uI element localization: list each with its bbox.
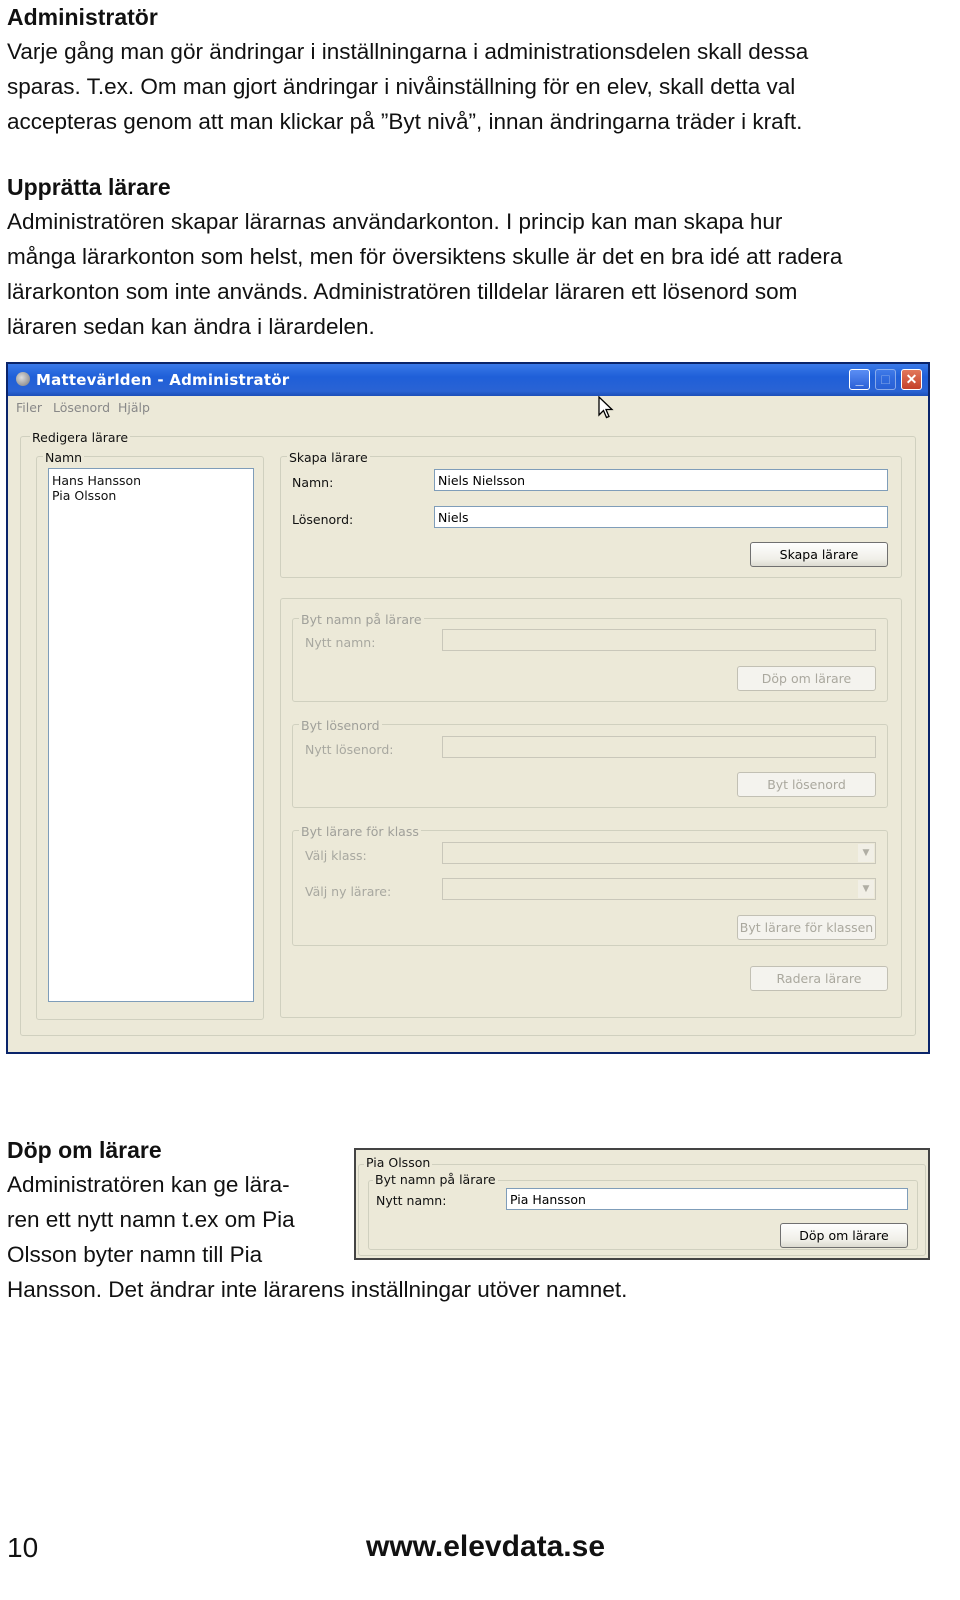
create-teacher-heading: Upprätta lärare xyxy=(7,174,171,200)
admin-line-1: Varje gång man gör ändringar i inställningarna i administrationsdelen skall dessa xyxy=(7,39,809,64)
new-name-label: Nytt namn: xyxy=(305,635,376,650)
admin-line-3: accepteras genom att man klickar på ”Byt nivå”, innan ändringarna träder i kraft. xyxy=(7,109,803,134)
create-teacher-button[interactable]: Skapa lärare xyxy=(750,542,888,567)
change-password-button[interactable]: Byt lösenord xyxy=(737,772,876,797)
maximize-icon[interactable]: □ xyxy=(875,369,896,390)
admin-line-2: sparas. T.ex. Om man gjort ändringar i nivåinställning för en elev, skall detta val xyxy=(7,74,796,99)
chevron-down-icon[interactable]: ▼ xyxy=(858,880,874,898)
minimize-icon[interactable]: _ xyxy=(849,369,870,390)
create-teacher-line-2: många lärarkonton som helst, men för översiktens skulle är det en bra idé att radera xyxy=(7,244,843,269)
admin-window xyxy=(6,362,930,1054)
new-password-input[interactable] xyxy=(442,736,876,758)
page-number: 10 xyxy=(7,1532,39,1563)
password-label: Lösenord: xyxy=(292,512,354,527)
list-item[interactable]: Pia Olsson xyxy=(52,488,117,503)
rename-legend: Byt namn på lärare xyxy=(301,612,422,627)
choose-class-label: Välj klass: xyxy=(305,848,367,863)
edit-teachers-legend: Redigera lärare xyxy=(32,430,129,445)
menu-bar xyxy=(8,396,928,418)
choose-teacher-label: Välj ny lärare: xyxy=(305,884,392,899)
admin-section xyxy=(7,0,952,139)
create-teacher-line-4: läraren sedan kan ändra i lärardelen. xyxy=(7,314,375,339)
create-teacher-legend: Skapa lärare xyxy=(289,450,368,465)
inset-rename-button[interactable]: Döp om lärare xyxy=(780,1223,908,1248)
rename-line-3: Olsson byter namn till Pia xyxy=(7,1242,263,1267)
rename-line-4: Hansson. Det ändrar inte lärarens inställningar utöver namnet. xyxy=(7,1277,628,1302)
menu-filer[interactable]: Filer xyxy=(16,400,43,415)
menu-losenord[interactable]: Lösenord xyxy=(53,400,111,415)
password-input[interactable]: Niels xyxy=(434,506,888,528)
change-class-teacher-legend: Byt lärare för klass xyxy=(301,824,419,839)
menu-hjalp[interactable]: Hjälp xyxy=(118,400,150,415)
name-label: Namn: xyxy=(292,475,334,490)
inset-new-name-input[interactable]: Pia Hansson xyxy=(506,1188,908,1210)
rename-button[interactable]: Döp om lärare xyxy=(737,666,876,691)
rename-heading: Döp om lärare xyxy=(7,1137,162,1163)
rename-line-1: Administratören kan ge lära- xyxy=(7,1172,290,1197)
name-input[interactable]: Niels Nielsson xyxy=(434,469,888,491)
app-icon xyxy=(16,372,30,386)
rename-line-2: ren ett nytt namn t.ex om Pia xyxy=(7,1207,295,1232)
window-titlebar[interactable] xyxy=(8,364,928,396)
choose-teacher-select[interactable] xyxy=(442,878,876,900)
change-password-legend: Byt lösenord xyxy=(301,718,380,733)
chevron-down-icon[interactable]: ▼ xyxy=(858,844,874,862)
create-teacher-line-1: Administratören skapar lärarnas användarkonton. I princip kan man skapa hur xyxy=(7,209,783,234)
inset-rename-legend: Byt namn på lärare xyxy=(375,1172,496,1187)
rename-inset-screenshot xyxy=(354,1148,930,1260)
names-legend: Namn xyxy=(45,450,83,465)
create-teacher-line-3: lärarkonton som inte används. Administratören tilldelar läraren ett lösenord som xyxy=(7,279,798,304)
change-class-teacher-button[interactable]: Byt lärare för klassen xyxy=(737,915,876,940)
admin-heading: Administratör xyxy=(7,4,158,30)
new-password-label: Nytt lösenord: xyxy=(305,742,394,757)
inset-outer-legend: Pia Olsson xyxy=(366,1155,431,1170)
inset-new-name-label: Nytt namn: xyxy=(376,1193,447,1208)
close-icon[interactable]: ✕ xyxy=(901,369,922,390)
choose-class-select[interactable] xyxy=(442,842,876,864)
teacher-list[interactable] xyxy=(48,468,254,1002)
create-teacher-section xyxy=(7,170,952,344)
footer-url[interactable]: www.elevdata.se xyxy=(366,1530,606,1563)
mouse-cursor-icon xyxy=(598,396,614,420)
window-title: Mattevärlden - Administratör xyxy=(36,371,290,389)
delete-teacher-button[interactable]: Radera lärare xyxy=(750,966,888,991)
new-name-input[interactable] xyxy=(442,629,876,651)
list-item[interactable]: Hans Hansson xyxy=(52,473,142,488)
